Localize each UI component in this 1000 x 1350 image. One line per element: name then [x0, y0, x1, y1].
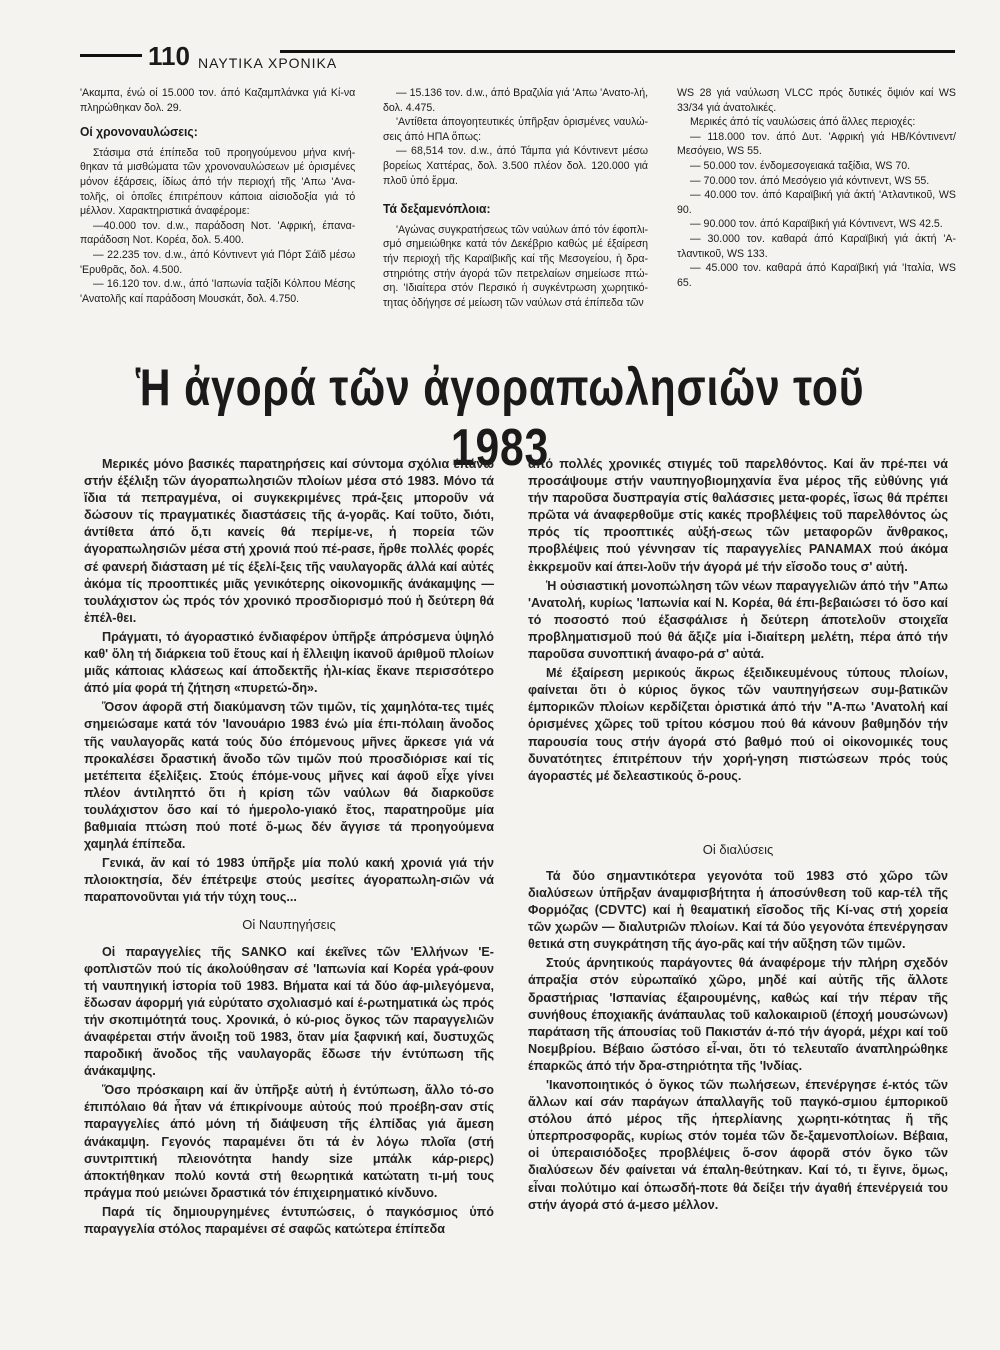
article-paragraph: Παρά τίς δημιουργημένες έντυπώσεις, ὁ παγκόσμιος ὑπό παραγγελία στόλος παραμένει σέ σαφῶς κατώτερα έπίπεδα: [84, 1204, 494, 1237]
col3-para: Μερικές άπό τίς ναυλώσεις άπό ἄλλες περιοχές:: [690, 116, 916, 129]
article-paragraph: Μερικές μόνο βασικές παρατηρήσεις καί σύντομα σχόλια έπάνω στήν έξέλιξη τῶν άγοραπωλησιῶν πλοίων μέσα στό 1983. Μόνο τά ἴδια τά πεπραγμένα, οἱ συγκεκριμένες πρά-ξεις μποροῦν νά δώσουν τίς πραγματικές διαστάσεις τῆς ά-γορᾶς. Καί τοῦτο, διότι, άντίθετα άπό ὅ,τι κανείς θά περίμε-νε, ἡ πορεία τῶν άγοραπωλησιῶν μέσα στή χρονιά πού πέ-ρασε, ἥρθε πολλές φορές σέ φανερή διάσταση μέ τίς έξελί-ξεις τῆς ναυλαγορᾶς άλλά καί αὐτές ἀκόμα τίς προοπτικές μιᾶς γενικότερης οἰκονομικῆς άνάκαμψης — τουλάχιστον ὡς πρός τόν χρονικό προσδιορισμό πού ἡ δεύτερη θά ἐπέλ-θει.: [84, 457, 494, 625]
header-rule-right: [280, 50, 955, 53]
top-column-1: [80, 86, 355, 306]
col3-item: — 45.000 τον. καθαρά άπό Καραϊβική γιά 'Ιταλία, WS 65.: [677, 262, 956, 289]
article-paragraph: Πράγματι, τό άγοραστικό ένδιαφέρον ὑπῆρξε άπρόσμενα ὑψηλό καθ' ὅλη τή διάρκεια τοῦ ἔτους καί ἡ ἔλλειψη ἱκανοῦ άριθμοῦ πλοίων μιᾶς κάποιας κλάσεως καί άποδεκτῆς ἡλι-κίας ἔκανε περισσότερο άπό μία φορά τή ζήτηση «πυρετώ-δη».: [84, 629, 494, 696]
article-paragraph: 'Ικανοποιητικός ὁ ὄγκος τῶν πωλήσεων, έπενέργησε έ-κτός τῶν ἄλλων καί σάν παράγων άπαλλαγῆς τοῦ παγκό-σμιου έμπορικοῦ στόλου άπό μέρος τῆς ἡπερλίανης χωρητι-κότητας ἤ τῆς ὑπερπροσφορᾶς, κυρίως στόν τομέα τῶν δε-ξαμενοπλοίων. Βέβαια, οἱ ὑπεραισιόδοξες προβλέψεις ὅ-σον άφορᾶ στόν ὄγκο τῶν διαλύσεων δέν φαίνεται νά έπαλη-θεύτηκαν. Καί τό, τι ἔγινε, ὅμως, εἶναι πολύτιμο καί ὁπωσδή-ποτε θά δείξει τήν άγαθή έπενέργειά του στήν άγορά στό ά-μεσο μέλλον.: [528, 1078, 948, 1212]
col1-heading: Οί χρονοναυλώσεις:: [80, 124, 198, 140]
col3-item: — 40.000 τον. άπό Καραϊβική γιά άκτή 'Ατλαντικοῦ, WS 90.: [677, 189, 956, 216]
col1-intro: 'Ακαμπα, ένώ οί 15.000 τον. άπό Καζαμπλάνκα γιά Κί-να πληρώθηκαν δολ. 29.: [80, 87, 356, 114]
article-paragraph: Ὅσο πρόσκαιρη καί ἄν ὑπῆρξε αὐτή ἡ έντύπωση, ἄλλο τό-σο έπιπόλαιο θά ἦταν νά έπικρίνουμε αὐτούς πού προέβη-σαν στίς παραγγελίες άπό μόνη τή διάψευση τῆς έλπίδας γιά ἄμεση άνάκαμψη. Γεγονός παραμένει ὅτι τά ἐν λόγω πλοῖα (στή συντριπτική πλειονότητα handy size μπάλκ κάρ-ριερς) άποκτήθηκαν πολύ κοντά στή θεωρητικά κατώτατη τι-μή τους πράγμα πού μειώνει δραστικά τόν έπιχειρηματικό κίνδυνο.: [84, 1083, 494, 1200]
col2-item: — 15.136 τον. d.w., άπό Βραζιλία γιά 'Απω 'Ανατο-λή, δολ. 4.475.: [383, 87, 649, 114]
article-paragraph: Οἱ παραγγελίες τῆς SANKO καί έκεῖνες τῶν 'Ελλήνων 'Ε-φοπλιστῶν πού τίς άκολούθησαν σέ 'Ιαπωνία καί Κορέα γρά-φουν τή ναυπηγική ἱστορία τοῦ 1983. Βήματα καί τά δύο άφ-μιλεγόμενα, ἔδωσαν άφορμή γιά εὐρύτατο σχολιασμό καί έ-ρωτηματικά ὡς πρός τήν σκοπιμότητά τους. Χρονικά, ὁ κύ-ριος ὄγκος τῶν παραγγελιῶν άναφέρεται στήν ἄνοιξη τοῦ 1983, ὅταν μία ξαφνική καί, δυστυχῶς παροδική ἄνοδος τῆς ναυλαγορᾶς ἔδωσε τήν έντύπωση τῆς άνάκαμψης.: [84, 944, 494, 1079]
article-title: Ἡ ἀγορά τῶν ἀγοραπωλησιῶν τοῦ 1983: [135, 359, 865, 477]
article-left-column: [84, 456, 494, 1240]
article-paragraph: Ἡ οὐσιαστική μονοπώληση τῶν νέων παραγγελιῶν άπό τήν "Απω 'Ανατολή, κυρίως 'Ιαπωνία καί Ν. Κορέα, θά έπι-βεβαιώσει τό ὅσο καί τό ποσοστό πού έξασφάλισε ἡ δεύτερη άποτελοῦν στοιχεῖα προβληματισμοῦ πού θά ἄξιζε μία ἰ-διαίτερη μελέτη, πέρα άπό τήν παροῦσα συνοπτική άναφο-ρά σ' αὐτά.: [528, 578, 948, 662]
section-heading-demolitions: Οἱ διαλύσεις: [702, 841, 774, 857]
col2-item: — 68,514 τον. d.w., άπό Τάμπα γιά Κόντινεντ μέσω βορείως Χαττέρας, δολ. 3.500 πλέον δολ. 120.000 γιά πλοῦ ὑπό ἕρμα.: [383, 145, 649, 187]
article-paragraph: Γενικά, ἄν καί τό 1983 ὑπῆρξε μία πολύ κακή χρονιά γιά τήν πλοιοκτησία, δέν έπέτρεψε στούς μεσίτες άγοραπωλη-σιῶν νά παραπονοῦνται γιά τήν τύχη τους...: [84, 856, 494, 905]
article-paragraph: Τά δύο σημαντικότερα γεγονότα τοῦ 1983 στό χῶρο τῶν διαλύσεων ὑπῆρξαν άναμφισβήτητα ἡ άποσύνθεση τοῦ καρ-τέλ τῆς Φορμόζας (CDVTC) καί ἡ θεαματική εἴσοδος τῆς Κί-νας στή χορεία τῶν χωρῶν — διαλυτριῶν πλοίων. Καί τά δύο γεγονότα έπενέργησαν θετικά στη συγκράτηση τῆς άγο-ρᾶς καί τήν αὔξηση τῶν τιμῶν.: [528, 868, 948, 952]
article-paragraph: Ὅσον άφορᾶ στή διακύμανση τῶν τιμῶν, τίς χαμηλότα-τες τιμές σημειώσαμε κατά τόν 'Ιανουάριο 1983 ένώ μία έπι-πόλαιη ἄνοδος τῆς ναυλαγορᾶς κατά τούς δύο έπόμενους μῆνες ἄρκεσε γιά νά προκαλέσει δραστική ἄνοδο τῶν τιμῶν πού προσδιόρισε καί τίς μετέπειτα έξελίξεις. Στούς έπόμε-νους μῆνες καί άφοῦ εἶχε γίνει πλέον άντιληπτό ὅτι ἡ κρίση τῶν ναύλων θά διαρκοῦσε τουλάχιστον ὅσο καί τό ἡμερολο-γιακό ἔτος, παρατηροῦμε μία βαθμιαία πτώση πού ποτέ ὅ-μως δέν ἄγγισε τά προηγούμενα χαμηλά έπίπεδα.: [84, 700, 494, 852]
col3-item: — 118.000 τον. άπό Δυτ. 'Αφρική γιά HB/Κόντινεντ/Μεσόγειο, WS 55.: [677, 130, 956, 158]
col3-item: — 90.000 τον. άπό Καραϊβική γιά Κόντινεντ, WS 42.5.: [690, 218, 943, 231]
section-heading-shipbuilding: Οἱ Ναυπηγήσεις: [242, 917, 336, 933]
page-number: 110: [148, 41, 190, 71]
col1-item: —40.000 τον. d.w., παράδοση Νοτ. 'Αφρική, έπανα-παράδοση Νοτ. Κορέα, δολ. 5.400.: [80, 219, 356, 247]
col1-item: — 22.235 τον. d.w., άπό Κόντινεντ γιά Πόρτ Σάϊδ μέσω 'Ερυθρᾶς, δολ. 4.500.: [80, 248, 356, 276]
col3-item: — 30.000 τον. καθαρά άπό Καραϊβική γιά άκτή 'Α-τλαντικοῦ, WS 133.: [677, 232, 956, 260]
article-paragraph: Στούς άρνητικούς παράγοντες θά άναφέρομε τήν πλήρη σχεδόν άπραξία στόν εὐρωπαϊκό χῶρο, μηδέ καί αὐτῆς τῆς ἄλλοτε δραστήριας 'Ισπανίας έξαιρουμένης, καθώς καί τήν πέραν τῆς συνήθους έποχιακῆς άνάπαυλας τοῦ καλοκαιριοῦ (έποχή μουσώνων) παράταση τῆς άπουσίας τοῦ Πακιστάν ά-πό τήν άγορά, μέχρι καί τοῦ Νοεμβρίου. Βέβαιο ὥστόσο εἶ-ναι, ὅτι τό τελευταῖο άναπληρώθηκε έπαρκῶς άπό τήν δρα-στηριότητα τῆς 'Ινδίας.: [528, 956, 948, 1073]
top-column-3: [677, 86, 956, 290]
col2-para: 'Αντίθετα άπογοητευτικές ὑπῆρξαν ὁρισμένες ναυλώ-σεις άπό ΗΠΑ ὅπως:: [383, 116, 649, 143]
section-spacer: [528, 787, 948, 831]
article-paragraph: άπό πολλές χρονικές στιγμές τοῦ παρελθόντος. Καί ἄν πρέ-πει νά προσάψουμε στήν ναυπηγοβιομηχανία ἕνα μέρος τῆς εὐθύνης γιά τήν παροῦσα δυσπραγία στίς θαλάσσιες μετα-φορές, ἴσως θά πρέπει πρῶτα νά άναφερθοῦμε στίς κακές προβλέψεις τοῦ παρελθόντος ὡς πρός τίς προοπτικές αὐξή-σεως τῶν μεταφορῶν ἄνθρακος, προβλέψεις πού γέννησαν τίς παραγγελίες PANAMAX πού άκόμα ἐκκρεμοῦν καί άπει-λοῦν τήν άγορά μέ τήν εἴσοδο τους σ' αὐτή.: [528, 457, 948, 574]
col2-para2: 'Αγώνας συγκρατήσεως τῶν ναύλων άπό τόν έφοπλι-σμό σημειώθηκε κατά τόν Δεκέβριο καθώς μέ έξαίρεση τήν περιοχή τῆς Καραϊβικῆς καί τῆς Μεσογείου, ἡ δρα-στηριότης στήν άγορά τῶν πετρελαίων σημείωσε πτώ-ση. 'Ιδιαίτερα στόν Περσικό ἡ συγκέντρωση χωρητικό-τητας ὁδήγησε σέ μείωση τῶν ναύλων στά έπίπεδα τῶν: [383, 223, 649, 309]
col1-para: Στάσιμα στά έπίπεδα τοῦ προηγούμενου μήνα κινή-θηκαν τά μισθώματα τῶν χρονοναυλώσεων μέ ὁρισμένες μόνον έξάρσεις, ίδίως άπό τήν περιοχή τῆς 'Απω 'Ανα-τολῆς, οἱ ὁποῖες έπιτρέπουν κάποια αἰσιοδοξία γιά τό μέλλον. Χαρακτηριστικά άναφέρομε:: [80, 146, 356, 218]
article-paragraph: Μέ έξαίρεση μερικούς ἄκρως έξειδικευμένους τύπους πλοίων, φαίνεται ὅτι ὁ κύριος ὄγκος τῶν ναυπηγήσεων συμ-βατικῶν έμπορικῶν πλοίων κερδίζεται ὁριστικά άπό τήν "Α-πω 'Ανατολή καί ὁρισμένες χῶρες τοῦ τρίτου κόσμου πού θά κάνουν βαθμηδόν τήν παρουσία τους στήν άγορά στό βαθμό πού οἱ οἰκονομικές τους δυνατότητες έπιτρέπουν τήν χορή-γηση πιστώσεων πρός τούς άγοραστές μέ δελεαστικούς ὅ-ρους.: [528, 666, 948, 783]
top-column-2: [383, 86, 648, 310]
col1-item: — 16.120 τον. d.w., άπό 'Ιαπωνία ταξίδι Κόλπου Μέσης 'Ανατολῆς καί παράδοση Μουσκάτ, δολ. 4.750.: [80, 278, 356, 305]
page-header: [80, 42, 955, 72]
col3-item: — 70.000 τον. άπό Μεσόγειο γιά κόντινεντ, WS 55.: [690, 174, 930, 187]
col3-item: — 50.000 τον. ένδομεσογειακά ταξίδια, WS 70.: [690, 159, 911, 172]
col3-intro: WS 28 γιά ναύλωση VLCC πρός δυτικές ὄψιόν καί WS 33/34 γιά άνατολικές.: [677, 87, 956, 114]
col2-heading: Τά δεξαμενόπλοια:: [383, 201, 491, 217]
magazine-title: ΝΑΥΤΙΚΑ ΧΡΟΝΙΚΑ: [198, 55, 338, 71]
article-right-column: [528, 456, 948, 1216]
header-rule-left: [80, 54, 142, 57]
